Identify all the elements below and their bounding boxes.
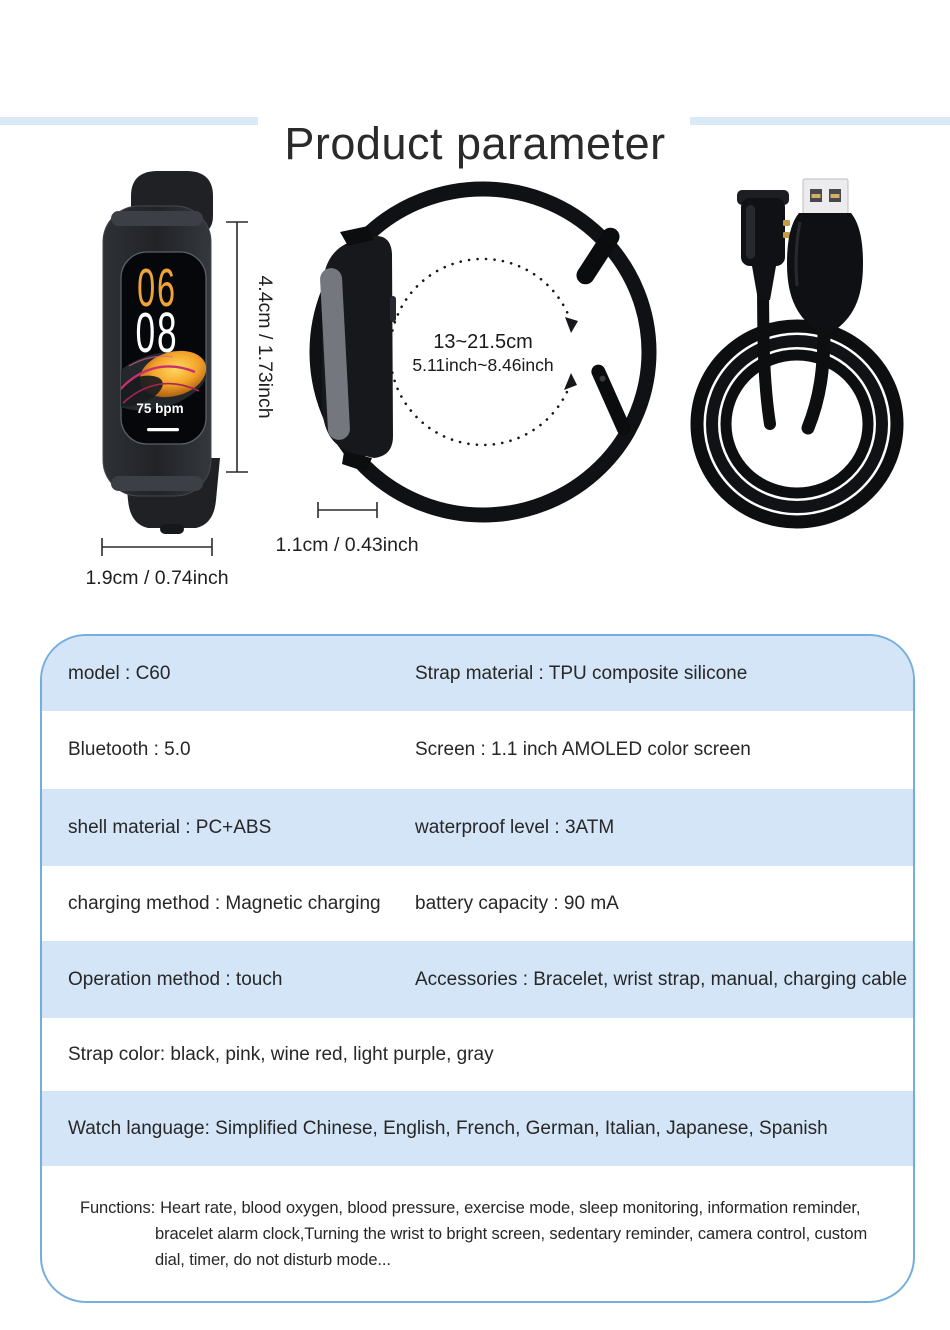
width-dimension — [102, 538, 212, 556]
spec-battery: battery capacity : 90 mA — [415, 892, 619, 914]
height-dimension-label: 4.4cm / 1.73inch — [254, 275, 276, 419]
charging-cable-figure — [697, 179, 897, 522]
spec-accessories: Accessories : Bracelet, wrist strap, manual, charging cable — [415, 968, 908, 990]
table-row — [42, 636, 913, 711]
table-row — [42, 789, 913, 866]
table-row — [42, 1091, 913, 1166]
side-button — [390, 296, 396, 322]
strap-clasp-pin — [589, 362, 633, 437]
height-dimension — [226, 222, 248, 472]
spec-waterproof: waterproof level : 3ATM — [415, 816, 615, 838]
width-dimension-label: 1.9cm / 0.74inch — [85, 567, 229, 589]
watch-front-figure — [102, 171, 220, 534]
table-row — [42, 1018, 913, 1091]
page-title: Product parameter — [284, 118, 666, 170]
usb-connector — [787, 179, 863, 331]
spec-table — [40, 634, 915, 1303]
spec-watch-language: Watch language: Simplified Chinese, English, French, German, Italian, Japanese, Spanish — [68, 1117, 828, 1139]
functions-text: Heart rate, blood oxygen, blood pressure, exercise mode, sleep monitoring, information reminder, bracelet alarm clock,Turning the wrist to bright screen, sedentary reminder, camera control, custom dial, timer, do not disturb mode... — [155, 1198, 868, 1269]
watch-side-figure — [317, 189, 649, 515]
strap-clasp-bump — [160, 524, 184, 534]
charging-pin — [783, 232, 790, 238]
spec-shell-material: shell material : PC+ABS — [68, 816, 272, 838]
table-row — [42, 711, 913, 789]
spec-model: model : C60 — [68, 662, 171, 684]
spec-charging-method: charging method : Magnetic charging — [68, 892, 381, 914]
table-row — [42, 866, 913, 941]
screen-heart-rate: 75 bpm — [136, 401, 184, 416]
screen-time-hour: 06 — [137, 258, 177, 319]
circumference-cm-label: 13~21.5cm — [433, 331, 533, 353]
title-accent-line-right — [690, 117, 950, 125]
charging-pin — [783, 220, 790, 226]
arrow-down-icon — [565, 317, 578, 333]
arrow-up-icon — [564, 373, 577, 390]
spec-bluetooth: Bluetooth : 5.0 — [68, 739, 191, 760]
thickness-dimension-label: 1.1cm / 0.43inch — [275, 534, 419, 556]
spec-strap-material: Strap material : TPU composite silicone — [415, 662, 748, 684]
table-row — [42, 1166, 913, 1301]
spec-functions — [42, 1195, 913, 1273]
screen-time-minute: 08 — [135, 301, 179, 366]
magnetic-charger-connector — [737, 190, 790, 300]
product-figures — [0, 150, 950, 620]
spec-strap-color: Strap color: black, pink, wine red, light purple, gray — [68, 1043, 494, 1065]
thickness-dimension — [318, 502, 377, 518]
functions-label: Functions: — [80, 1198, 156, 1217]
circumference-inch-label: 5.11inch~8.46inch — [412, 355, 554, 375]
table-row — [42, 941, 913, 1018]
spec-screen: Screen : 1.1 inch AMOLED color screen — [415, 739, 751, 760]
spec-operation-method: Operation method : touch — [68, 968, 283, 990]
screen-home-indicator — [147, 428, 179, 431]
